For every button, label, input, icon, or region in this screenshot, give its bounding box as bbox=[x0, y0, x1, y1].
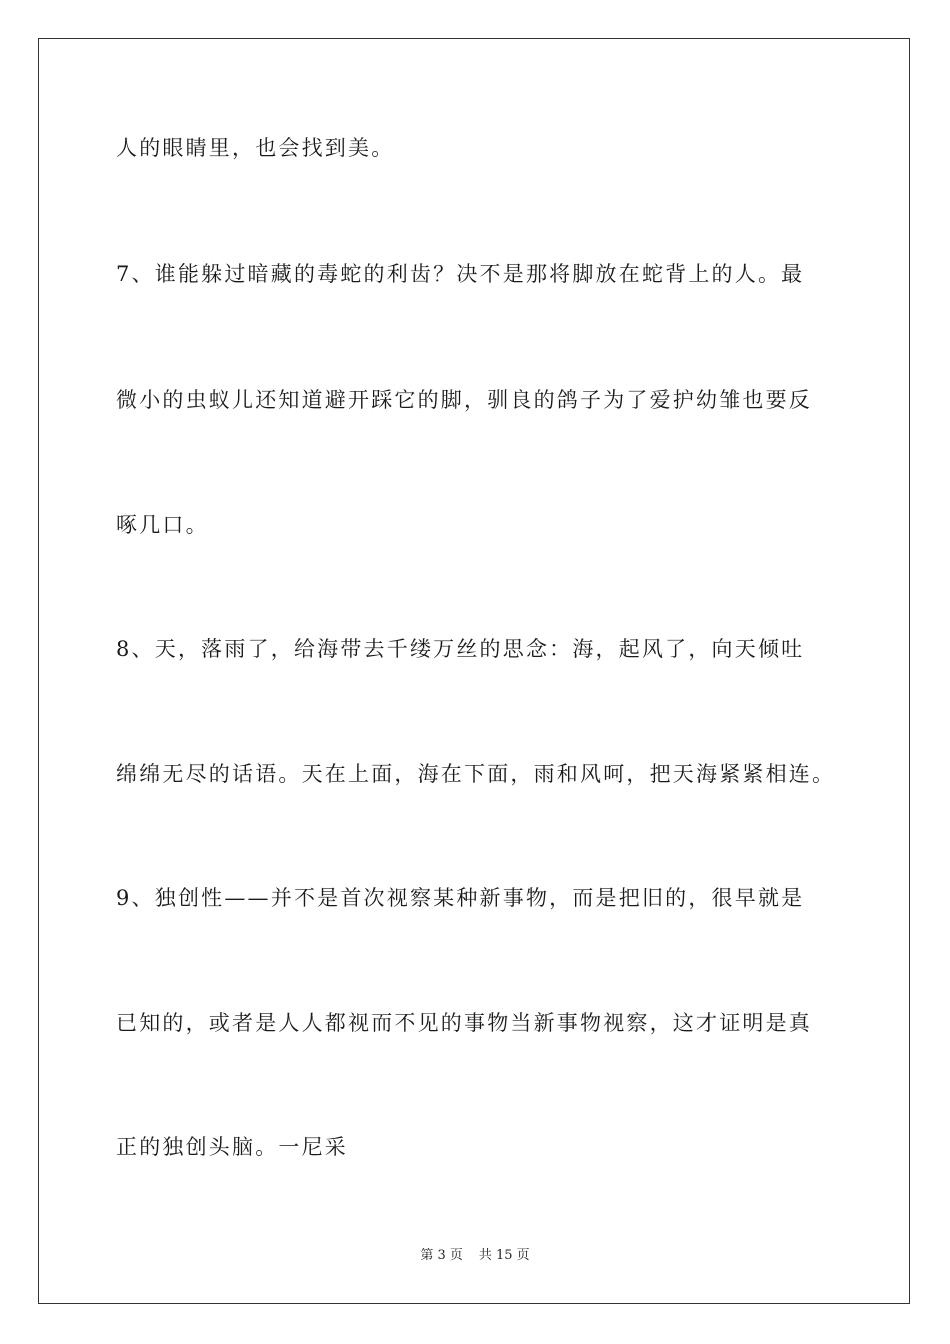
text-line: 人的眼睛里，也会找到美。 bbox=[116, 136, 395, 160]
page-border bbox=[38, 38, 910, 1304]
page-number: 第 3 页 bbox=[420, 1248, 463, 1263]
text-line: 微小的虫蚁儿还知道避开踩它的脚，驯良的鸽子为了爱护幼雏也要反 bbox=[116, 388, 812, 412]
text-line: 7、谁能躲过暗藏的毒蛇的利齿？决不是那将脚放在蛇背上的人。最 bbox=[116, 262, 805, 286]
text-line: 8、天，落雨了，给海带去千缕万丝的思念：海，起风了，向天倾吐 bbox=[116, 637, 805, 661]
text-line: 啄几口。 bbox=[116, 513, 209, 537]
page-total: 共 15 页 bbox=[478, 1248, 530, 1263]
text-line: 9、独创性——并不是首次视察某种新事物，而是把旧的，很早就是 bbox=[116, 886, 805, 910]
text-line: 正的独创头脑。一尼采 bbox=[116, 1135, 348, 1159]
text-line: 绵绵无尽的话语。天在上面，海在下面，雨和风呵，把天海紧紧相连。 bbox=[116, 762, 836, 786]
page-footer bbox=[0, 1247, 950, 1265]
text-line: 已知的，或者是人人都视而不见的事物当新事物视察，这才证明是真 bbox=[116, 1011, 812, 1035]
